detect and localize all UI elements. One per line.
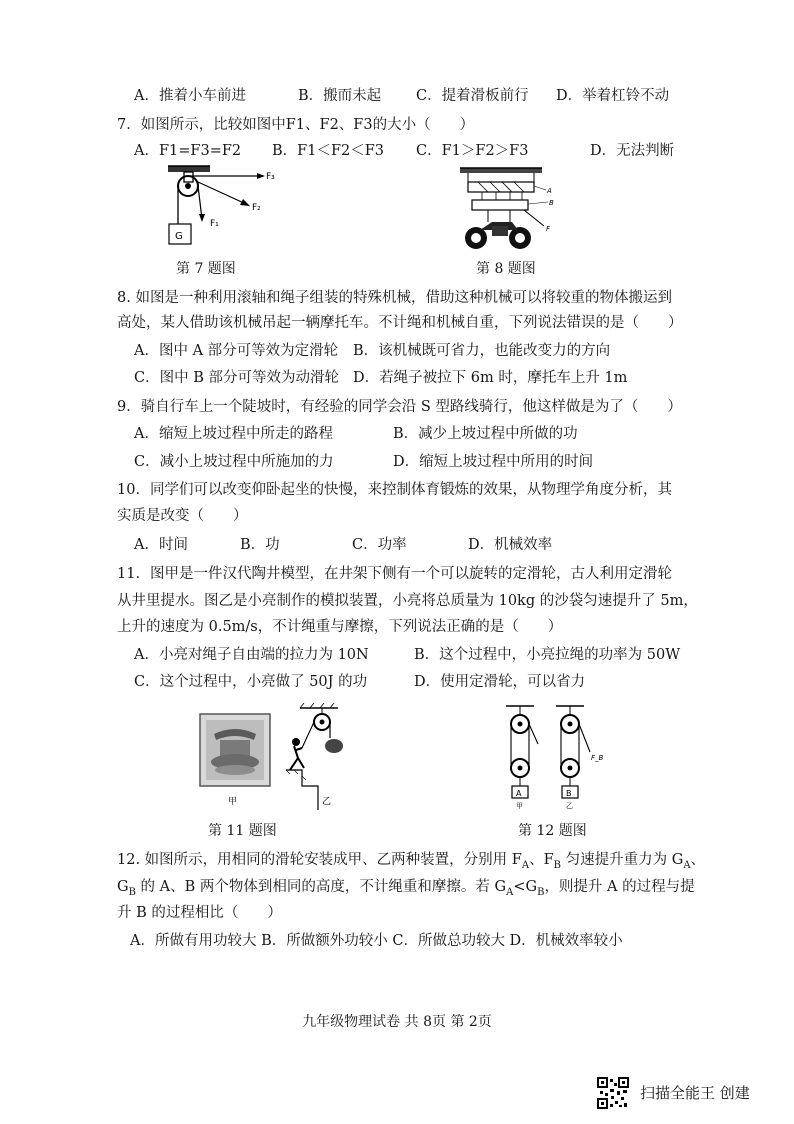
q9-stem: 9．骑自行车上一个陡坡时，有经验的同学会沿 S 型路线骑行，他这样做是为了（ ） [117,399,682,415]
q11-stem-line2: 从井里提水。图乙是小亮制作的模拟装置，小亮将总质量为 10kg 的沙袋匀速提升了 5m， [117,593,698,609]
q10-option-b: B．功 [240,537,280,553]
q8-option-d: D．若绳子被拉下 6m 时，摩托车上升 1m [353,370,628,386]
q12-b-label: B [566,789,572,798]
q6-option-a: A．推着小车前进 [134,88,246,104]
q7-f2-label: F₂ [252,203,261,213]
q11-option-d: D．使用定滑轮，可以省力 [414,674,586,690]
q11-stem-line3: 上升的速度为 0.5m/s，不计绳重与摩擦，下列说法正确的是（ ） [117,619,563,635]
q12-jia-label: 甲 [516,802,523,810]
q7-g-label: G [175,231,183,242]
q12-options: A．所做有用功较大 B．所做额外功较小 C．所做总功较大 D．机械效率较小 [130,933,623,949]
q7-option-a: A．F1=F3=F2 [134,143,242,159]
q12-yi-label: 乙 [566,802,573,810]
qr-code-icon [597,1077,629,1109]
q11-option-a: A．小亮对绳子自由端的拉力为 10N [134,647,369,663]
q7-option-b: B．F1＜F2＜F3 [272,143,385,159]
q8-option-a: A．图中 A 部分可等效为定滑轮 [134,343,339,359]
q10-option-d: D．机械效率 [468,537,553,553]
q10-stem-line1: 10．同学们可以改变仰卧起坐的快慢，来控制体育锻炼的效果，从物理学角度分析，其 [117,482,672,498]
q6-option-d: D．举着杠铃不动 [556,88,670,104]
q11-caption: 第 11 题图 [208,823,277,839]
q9-option-a: A．缩短上坡过程中所走的路程 [134,426,333,442]
q12-a-label: A [516,789,522,798]
q8-option-c: C．图中 B 部分可等效为动滑轮 [134,370,339,386]
q7-caption: 第 7 题图 [176,261,236,277]
q9-option-d: D．缩短上坡过程中所用的时间 [393,454,594,470]
q8-b-label: B [549,199,554,207]
q9-option-c: C．减小上坡过程中所施加的力 [134,454,334,470]
q7-option-c: C．F1＞F2＞F3 [416,143,529,159]
q12-fb-label: F_B [591,754,604,762]
q10-stem-line2: 实质是改变（ ） [117,508,248,524]
q8-caption: 第 8 题图 [476,261,536,277]
q11-option-c: C．这个过程中，小亮做了 50J 的功 [134,674,368,690]
q6-option-b: B．搬而未起 [298,88,382,104]
q7-pulley-figure [160,164,280,252]
q7-f1-label: F₁ [210,219,219,229]
page-footer: 九年级物理试卷 共 8页 第 2页 [302,1014,492,1030]
q8-f-label: F [546,225,551,233]
q7-f3-label: F₃ [266,172,275,182]
q8-a-label: A [547,187,552,195]
q8-option-b: B．该机械既可省力，也能改变力的方向 [353,343,611,359]
q12-stem-line2: $G_B$ 的 A、B 两个物体到相同的高度，不计绳重和摩擦。若 $G_A<G_B$，则提升 A 的过程与提 [117,879,695,898]
q12-stem-line1: 12. 如图所示，用相同的滑轮安装成甲、乙两种装置，分别用 $F_A$、$F_B$ 匀速提升重力为 $G_A$、 [117,852,706,871]
q10-option-c: C．功率 [352,537,407,553]
q12-caption: 第 12 题图 [518,823,587,839]
q11-jia-label: 甲 [228,797,238,807]
q11-option-b: B．这个过程中，小亮拉绳的功率为 50W [414,647,681,663]
q12-pulley-figure [492,700,602,812]
q12-stem-line3: 升 B 的过程相比（ ） [117,905,282,921]
scanner-brand: 扫描全能王 创建 [640,1084,750,1102]
q6-option-c: C．提着滑板前行 [416,88,529,104]
q7-option-d: D．无法判断 [590,143,675,159]
q8-motorcycle-machine-figure [458,164,578,254]
q7-stem: 7．如图所示，比较如图中F1、F2、F3的大小（ ） [117,117,475,133]
q9-option-b: B．减少上坡过程中所做的功 [393,426,578,442]
q10-option-a: A．时间 [134,537,188,553]
q11-yi-label: 乙 [322,797,332,807]
q8-stem-line2: 高处，某人借助该机械吊起一辆摩托车。不计绳和机械自重，下列说法错误的是（ ） [117,315,683,331]
q11-well-figure [198,700,358,812]
q8-stem-line1: 8. 如图是一种利用滚轴和绳子组装的特殊机械，借助这种机械可以将较重的物体搬运到 [117,290,672,306]
q11-stem-line1: 11．图甲是一件汉代陶井模型，在井架下侧有一个可以旋转的定滑轮，古人利用定滑轮 [117,566,672,582]
